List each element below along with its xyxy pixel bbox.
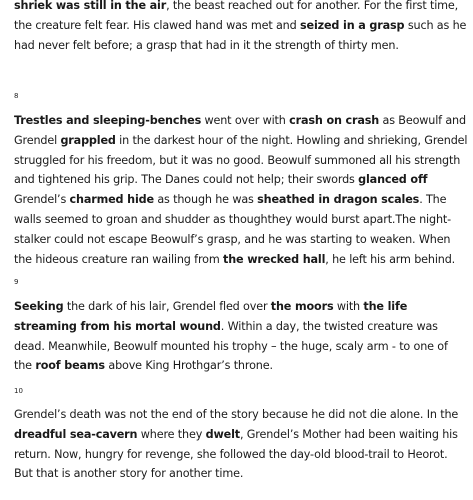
text-run: where they	[137, 427, 206, 441]
text-run: , he left his arm behind.	[325, 252, 456, 266]
paragraph-8	[14, 111, 469, 269]
paragraph-number-8: 8	[14, 92, 19, 100]
bold-phrase: charmed hide	[69, 193, 154, 207]
text-run: went over with	[201, 114, 290, 127]
text-run: , the beast reached out for another. For the first time, the creature felt fear. His clawed hand was met and	[14, 0, 459, 32]
bold-phrase: grappled	[60, 133, 116, 147]
bold-phrase: Trestles and sleeping-benches	[14, 114, 202, 127]
bold-phrase: sheathed in dragon scales	[257, 193, 420, 207]
text-run: such as he had never felt before; a grasp that had in it the strength of thirty men.	[14, 18, 467, 52]
text-run: the dark of his lair, Grendel fled over	[63, 300, 271, 313]
bold-phrase: the moors	[270, 300, 334, 313]
bold-phrase: the wrecked hall	[223, 252, 326, 266]
bold-phrase: dreadful sea-cavern	[14, 427, 138, 441]
bold-phrase: the life streaming from his mortal wound	[14, 300, 408, 333]
text-run: above King Hrothgar’s throne.	[104, 359, 273, 373]
paragraph-7	[14, 0, 469, 55]
bold-phrase: seized in a grasp	[300, 18, 405, 32]
bold-phrase: shriek was still in the air	[14, 0, 167, 12]
text-run: . Within a day, the twisted creature was dead. Meanwhile, Beowulf mounted his trophy – the huge, scaly arm - to one of the	[14, 319, 448, 373]
text-run: as Beowulf and Grendel	[14, 114, 466, 147]
paragraph-10	[14, 405, 469, 484]
bold-phrase: roof beams	[35, 359, 105, 373]
bold-phrase: Seeking	[14, 300, 64, 313]
bold-phrase: crash on crash	[289, 114, 380, 127]
paragraph-9	[14, 297, 469, 376]
bold-phrase: dwelt	[205, 427, 240, 441]
text-run: , Grendel’s Mother had been waiting his return. Now, hungry for revenge, she followed the day-old blood-trail to Heorot. But that is another story for another time.	[14, 427, 458, 481]
text-run: with	[333, 300, 364, 313]
text-run: Grendel’s	[14, 193, 70, 207]
text-run: in the darkest hour of the night. Howling and shrieking, Grendel struggled for his freedom, but it was no good. Beowulf summoned all his strength and tightened his grip. The Danes could not help; their swords	[14, 133, 468, 187]
paragraph-number-10: 10	[14, 387, 23, 395]
text-run: as though he was	[153, 193, 258, 207]
text-run: . The walls seemed to groan and shudder as thoughthey would burst apart.The night-stalker could not escape Beowulf’s grasp, and he was starting to weaken. When the hideous creature ran wailing from	[14, 193, 452, 266]
text-run: Grendel’s death was not the end of the story because he did not die alone. In the	[14, 408, 459, 421]
paragraph-number-9: 9	[14, 278, 19, 286]
bold-phrase: glanced off	[358, 173, 428, 187]
